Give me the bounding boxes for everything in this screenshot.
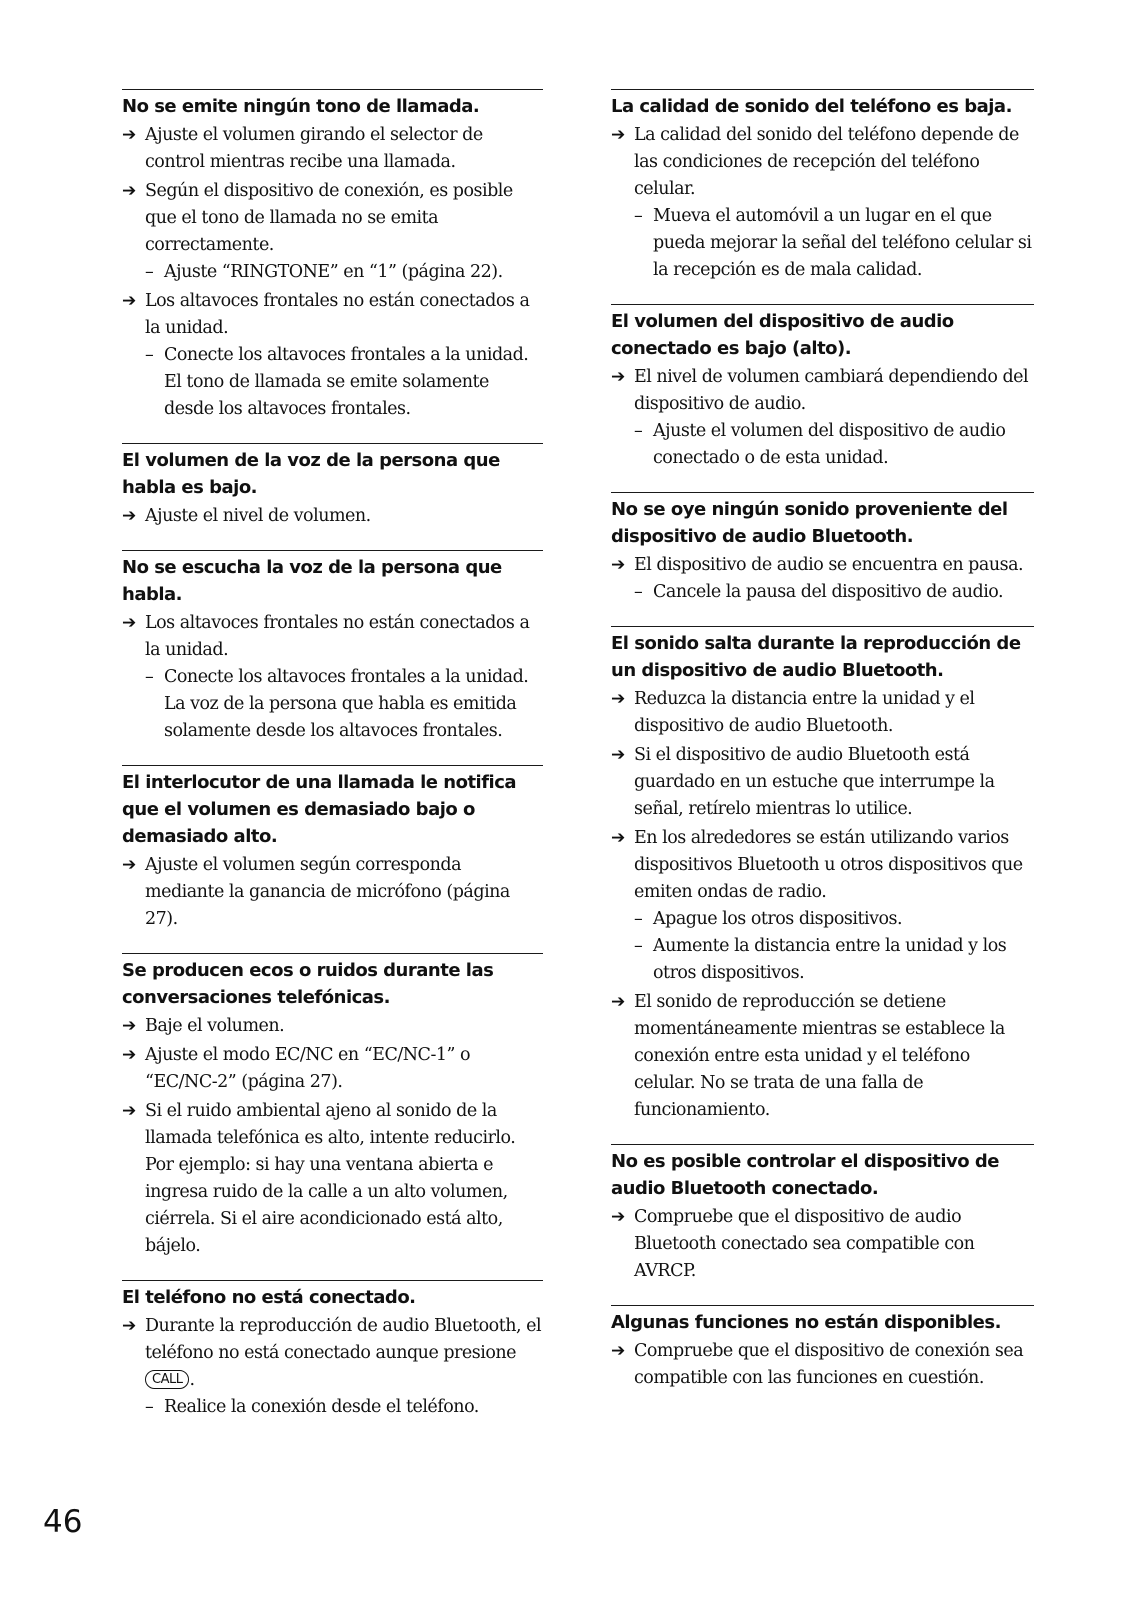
section-no-bluetooth-sound [611,492,1034,606]
section-voice-volume-low [122,443,543,530]
list-item: ➔ Los altavoces frontales no están conectados a la unidad. [122,288,543,342]
section-cannot-control-device [611,1144,1034,1285]
list-item: ➔ Los altavoces frontales no están conectados a la unidad. [122,610,543,664]
arrow-icon: ➔ [122,1045,137,1065]
dash-bullet: – [145,262,154,282]
dash-bullet: – [145,1397,154,1417]
arrow-icon: ➔ [122,1101,137,1121]
left-column [122,89,543,1441]
arrow-icon: ➔ [611,367,626,387]
page-number: 46 [43,1504,83,1540]
section-heading: No se emite ningún tono de llamada. [122,96,480,117]
section-phone-sound-quality [611,89,1034,284]
sub-item: – Mueva el automóvil a un lugar en el que pueda mejorar la señal del teléfono celular si la recepción es de mala calidad. [611,203,1034,284]
dash-bullet: – [634,582,643,602]
arrow-icon: ➔ [611,1341,626,1361]
sub-item: – Ajuste el volumen del dispositivo de audio conectado o de esta unidad. [611,418,1034,472]
dash-bullet: – [145,667,154,687]
list-item: ➔ Reduzca la distancia entre la unidad y el dispositivo de audio Bluetooth. [611,686,1034,740]
list-item: ➔ Según el dispositivo de conexión, es posible que el tono de llamada no se emita correctamente. [122,178,543,259]
section-heading: El sonido salta durante la reproducción de un dispositivo de audio Bluetooth. [611,633,1021,681]
section-heading: El volumen del dispositivo de audio conectado es bajo (alto). [611,311,954,359]
list-item: ➔ El nivel de volumen cambiará dependiendo del dispositivo de audio. [611,364,1034,418]
dash-bullet: – [634,909,643,929]
list-item: ➔ Si el ruido ambiental ajeno al sonido de la llamada telefónica es alto, intente reducirlo. Por ejemplo: si hay una ventana abierta e ingresa ruido de la calle a un alto volumen, ciérrela. Si el aire acondicionado está alto, bájelo. [122,1098,543,1260]
arrow-icon: ➔ [122,291,137,311]
list-item: ➔ Durante la reproducción de audio Bluetooth, el teléfono no está conectado aunque presione CALL . [122,1313,543,1394]
list-item: ➔ Ajuste el modo EC/NC en “EC/NC-1” o “EC/NC-2” (página 27). [122,1042,543,1096]
list-item: ➔ Baje el volumen. [122,1013,543,1040]
arrow-icon: ➔ [122,181,137,201]
section-no-ringtone [122,89,543,423]
list-item: ➔ El dispositivo de audio se encuentra en pausa. [611,552,1034,579]
section-echo-noise [122,953,543,1260]
section-heading: La calidad de sonido del teléfono es baja. [611,96,1012,117]
section-functions-unavailable [611,1305,1034,1392]
list-item: ➔ Compruebe que el dispositivo de conexión sea compatible con las funciones en cuestión. [611,1338,1034,1392]
section-heading: Se producen ecos o ruidos durante las conversaciones telefónicas. [122,960,494,1008]
sub-item: – Apague los otros dispositivos. [611,906,1034,933]
dash-bullet: – [634,936,643,956]
list-item: ➔ Ajuste el volumen girando el selector de control mientras recibe una llamada. [122,122,543,176]
list-item: ➔ Si el dispositivo de audio Bluetooth está guardado en un estuche que interrumpe la señal, retírelo mientras lo utilice. [611,742,1034,823]
dash-bullet: – [634,206,643,226]
sub-item: – Conecte los altavoces frontales a la unidad. El tono de llamada se emite solamente desde los altavoces frontales. [122,342,543,423]
list-item: ➔ En los alrededores se están utilizando varios dispositivos Bluetooth u otros dispositivos que emiten ondas de radio. [611,825,1034,906]
sub-item: – Aumente la distancia entre la unidad y los otros dispositivos. [611,933,1034,987]
section-no-voice [122,550,543,745]
call-button-icon: CALL [145,1370,189,1389]
section-heading: El volumen de la voz de la persona que habla es bajo. [122,450,500,498]
section-phone-not-connected [122,1280,543,1421]
section-heading: Algunas funciones no están disponibles. [611,1312,1001,1333]
dash-bullet: – [145,345,154,365]
dash-bullet: – [634,421,643,441]
arrow-icon: ➔ [611,689,626,709]
arrow-icon: ➔ [611,125,626,145]
arrow-icon: ➔ [611,992,626,1012]
arrow-icon: ➔ [122,1316,137,1336]
arrow-icon: ➔ [122,855,137,875]
sub-item: – Cancele la pausa del dispositivo de audio. [611,579,1034,606]
arrow-icon: ➔ [122,125,137,145]
section-caller-volume [122,765,543,933]
section-audio-device-volume [611,304,1034,472]
sub-item: – Realice la conexión desde el teléfono. [122,1394,543,1421]
right-column [611,89,1034,1412]
list-item: ➔ El sonido de reproducción se detiene momentáneamente mientras se establece la conexión entre esta unidad y el teléfono celular. No se trata de una falla de funcionamiento. [611,989,1034,1124]
list-item: ➔ La calidad del sonido del teléfono depende de las condiciones de recepción del teléfono celular. [611,122,1034,203]
section-heading: No se oye ningún sonido proveniente del dispositivo de audio Bluetooth. [611,499,1008,547]
section-heading: No es posible controlar el dispositivo de audio Bluetooth conectado. [611,1151,999,1199]
arrow-icon: ➔ [611,555,626,575]
arrow-icon: ➔ [122,506,137,526]
arrow-icon: ➔ [611,745,626,765]
arrow-icon: ➔ [122,1016,137,1036]
list-item: ➔ Compruebe que el dispositivo de audio Bluetooth conectado sea compatible con AVRCP. [611,1204,1034,1285]
section-heading: El interlocutor de una llamada le notifica que el volumen es demasiado bajo o demasiado alto. [122,772,517,847]
sub-item: – Conecte los altavoces frontales a la unidad. La voz de la persona que habla es emitida solamente desde los altavoces frontales. [122,664,543,745]
arrow-icon: ➔ [122,613,137,633]
list-item: ➔ Ajuste el nivel de volumen. [122,503,543,530]
arrow-icon: ➔ [611,828,626,848]
list-item: ➔ Ajuste el volumen según corresponda mediante la ganancia de micrófono (página 27). [122,852,543,933]
arrow-icon: ➔ [611,1207,626,1227]
section-sound-skips [611,626,1034,1124]
section-heading: No se escucha la voz de la persona que habla. [122,557,502,605]
section-heading: El teléfono no está conectado. [122,1287,416,1308]
sub-item: – Ajuste “RINGTONE” en “1” (página 22). [122,259,543,286]
